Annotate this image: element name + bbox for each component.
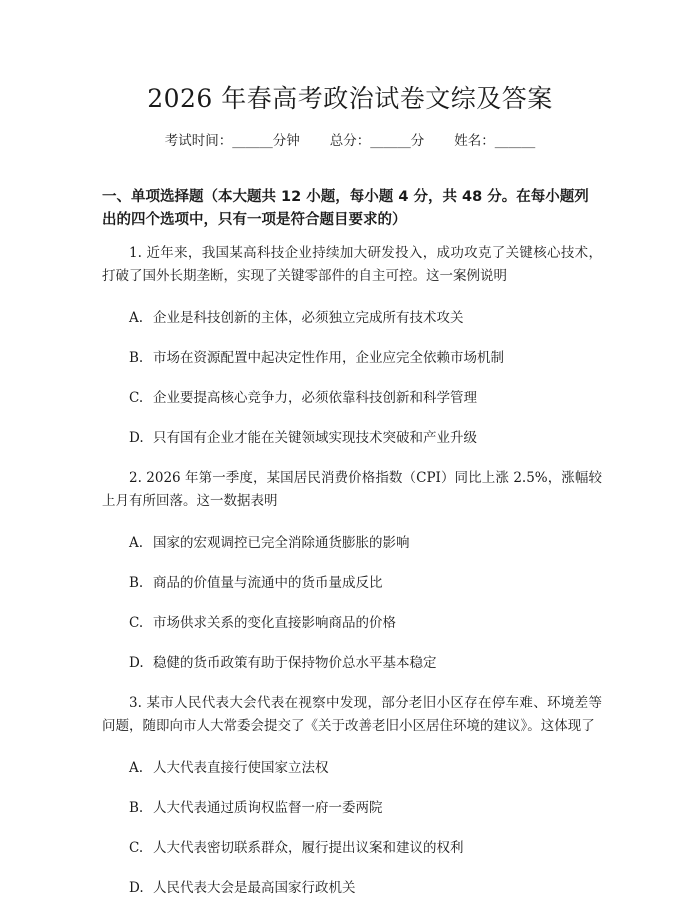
option-text: 国家的宏观调控已完全消除通货膨胀的影响 <box>153 535 410 551</box>
option-text: 人大代表直接行使国家立法权 <box>153 760 329 776</box>
option-text: 市场在资源配置中起决定性作用，企业应完全依赖市场机制 <box>153 350 504 366</box>
option-c <box>102 837 602 860</box>
option-letter: A. <box>129 535 144 551</box>
option-text: 市场供求关系的变化直接影响商品的价格 <box>153 615 396 631</box>
option-text: 企业是科技创新的主体，必须独立完成所有技术攻关 <box>153 310 464 326</box>
option-letter: D. <box>129 430 144 446</box>
option-letter: D. <box>129 880 144 896</box>
question-2 <box>102 467 602 675</box>
option-a <box>102 757 602 780</box>
question-stem: 3. 某市人民代表大会代表在视察中发现，部分老旧小区存在停车难、环境差等问题，随即向市人大常委会提交了《关于改善老旧小区居住环境的建议》。这体现了 <box>102 695 602 734</box>
option-b <box>102 347 602 370</box>
option-text: 商品的价值量与流通中的货币量成反比 <box>153 575 383 591</box>
question-1 <box>102 242 602 450</box>
option-a <box>102 307 602 330</box>
option-d <box>102 427 602 450</box>
name-field: 姓名：______ <box>454 133 536 149</box>
option-text: 人大代表通过质询权监督一府一委两院 <box>153 800 383 816</box>
option-letter: B. <box>129 575 144 591</box>
option-d <box>102 652 602 675</box>
total-score-field: 总分：______分 <box>329 133 425 149</box>
option-letter: B. <box>129 350 144 366</box>
page-title: 2026 年春高考政治试卷文综及答案 <box>147 84 553 113</box>
question-list <box>102 242 602 917</box>
option-text: 人民代表大会是最高国家行政机关 <box>153 880 356 896</box>
option-letter: C. <box>129 390 144 406</box>
option-c <box>102 387 602 410</box>
option-d <box>102 877 602 900</box>
exam-meta-line <box>0 131 700 151</box>
option-letter: C. <box>129 840 144 856</box>
question-stem: 2. 2026 年第一季度，某国居民消费价格指数（CPI）同比上涨 2.5%，涨幅较上月有所回落。这一数据表明 <box>102 470 602 509</box>
option-text: 企业要提高核心竞争力，必须依靠科技创新和科学管理 <box>153 390 477 406</box>
section-heading: 一、单项选择题（本大题共 12 小题，每小题 4 分，共 48 分。在每小题列出的四个选项中，只有一项是符合题目要求的） <box>102 189 589 228</box>
option-text: 人大代表密切联系群众，履行提出议案和建议的权利 <box>153 840 464 856</box>
question-stem: 1. 近年来，我国某高科技企业持续加大研发投入，成功攻克了关键核心技术，打破了国外长期垄断，实现了关键零部件的自主可控。这一案例说明 <box>102 245 602 284</box>
option-letter: B. <box>129 800 144 816</box>
option-letter: A. <box>129 310 144 326</box>
exam-time-field: 考试时间：______分钟 <box>164 133 300 149</box>
option-c <box>102 612 602 635</box>
question-3 <box>102 692 602 900</box>
option-letter: D. <box>129 655 144 671</box>
option-b <box>102 797 602 820</box>
option-text: 稳健的货币政策有助于保持物价总水平基本稳定 <box>153 655 437 671</box>
option-letter: A. <box>129 760 144 776</box>
option-b <box>102 572 602 595</box>
option-letter: C. <box>129 615 144 631</box>
option-a <box>102 532 602 555</box>
option-text: 只有国有企业才能在关键领域实现技术突破和产业升级 <box>153 430 477 446</box>
